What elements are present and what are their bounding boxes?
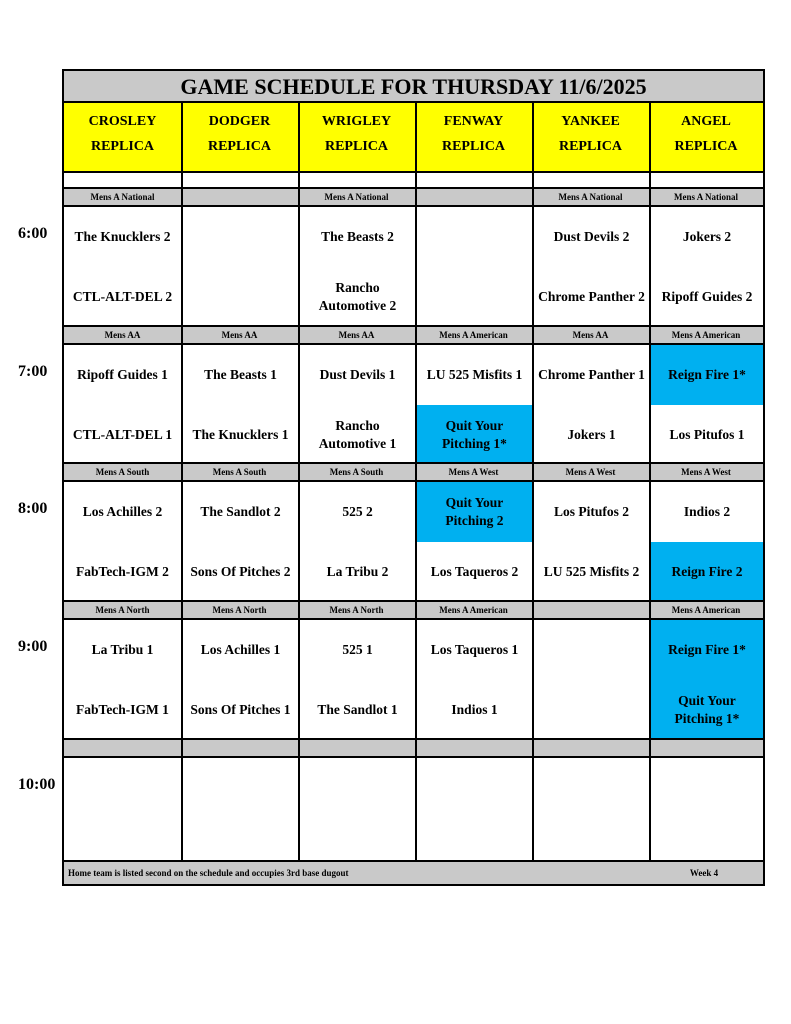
grid-line [64,756,763,758]
game-cell: FabTech-IGM 1 [76,701,169,717]
game-cell: Quit Your Pitching 1* [417,405,532,465]
grid-line [64,187,763,189]
field-header [181,103,298,172]
division-label: Mens A National [90,192,155,202]
field-header [64,103,181,172]
field-header [415,103,532,172]
division-label: Mens AA [221,330,258,340]
footer-note: Home team is listed second on the schedule and occupies 3rd base dugout [68,868,349,878]
division-label: Mens AA [572,330,609,340]
division-label [181,189,298,205]
field-type: REPLICA [324,139,388,154]
grid-line [64,325,763,327]
division-label [415,740,532,756]
grid-line [532,103,534,860]
division-label: Mens A American [439,330,508,340]
division-label [64,740,181,756]
game-cell: Sons Of Pitches 1 [190,701,291,717]
game-cell: Rancho Automotive 1 [318,418,397,451]
division-label [532,740,649,756]
division-label: Mens AA [338,330,375,340]
grid-line [64,600,763,602]
grid-line [64,738,763,740]
field-header [298,103,415,172]
division-label: Mens A South [329,467,384,477]
game-cell [417,207,532,267]
game-cell: Jokers 1 [567,427,616,442]
field-type: REPLICA [90,139,154,154]
division-label: Mens A American [671,330,741,340]
field-name: FENWAY [443,114,504,129]
division-label: Mens A West [448,467,499,477]
game-cell [417,267,532,326]
game-cell [534,620,649,680]
division-label [298,740,415,756]
game-cell: Los Pitufos 1 [669,427,745,442]
game-cell: Dust Devils 1 [319,367,396,382]
grid-line [298,103,300,860]
grid-line [415,103,417,860]
game-cell: Quit Your Pitching 2 [417,482,532,542]
field-name: DODGER [208,114,271,129]
game-cell: Los Pitufos 2 [553,504,629,519]
game-cell: Ripoff Guides 1 [77,367,168,382]
game-cell: Los Achilles 1 [200,642,281,657]
game-cell: 525 2 [342,504,373,519]
game-cell: Reign Fire 1* [651,620,763,680]
grid-line [64,480,763,482]
grid-line [64,171,763,173]
division-label: Mens A American [439,605,508,615]
division-label: Mens A South [95,467,150,477]
division-label: Mens A North [212,605,267,615]
field-type: REPLICA [558,139,622,154]
grid-line [64,343,763,345]
field-name: ANGEL [681,114,731,129]
game-cell: Rancho Automotive 2 [318,279,397,313]
division-label [415,189,532,205]
division-label: Mens A American [671,605,741,615]
grid-line [64,462,763,464]
game-cell: CTL-ALT-DEL 1 [72,427,173,442]
game-cell: Los Taqueros 1 [430,642,519,657]
field-type: REPLICA [441,139,505,154]
division-label: Mens A West [565,467,616,477]
schedule-title: GAME SCHEDULE FOR THURSDAY 11/6/2025 [64,71,763,103]
game-cell: Chrome Panther 2 [538,288,645,304]
game-cell: The Knucklers 1 [192,427,289,442]
field-name: CROSLEY [88,114,157,129]
division-label: Mens A National [673,192,738,202]
game-cell: 525 1 [342,642,373,657]
division-label [181,740,298,756]
game-cell: Los Taqueros 2 [430,564,519,579]
field-header [649,103,763,172]
grid-line [64,618,763,620]
game-cell: LU 525 Misfits 1 [426,367,523,382]
game-cell: La Tribu 1 [91,642,154,657]
grid-line [649,103,651,860]
game-cell: The Knucklers 2 [74,229,171,244]
grid-line [181,103,183,860]
division-label: Mens A North [329,605,384,615]
game-cell: La Tribu 2 [326,564,389,579]
game-cell: Jokers 2 [682,229,732,244]
game-cell: Ripoff Guides 2 [661,288,753,304]
game-cell: The Sandlot 2 [200,504,281,519]
game-cell: Indios 2 [683,504,731,519]
time-label: 8:00 [18,500,48,517]
game-cell: Indios 1 [451,701,498,717]
game-cell: Sons Of Pitches 2 [190,564,291,579]
field-name: WRIGLEY [321,114,392,129]
division-label [532,602,649,618]
week-label: Week 4 [689,868,719,878]
time-label: 9:00 [18,638,48,655]
time-label: 10:00 [18,776,56,793]
field-header [532,103,649,172]
division-label: Mens AA [104,330,141,340]
game-cell: Chrome Panther 1 [538,367,645,382]
division-label: Mens A West [681,467,731,477]
game-cell: Quit Your Pitching 1* [651,680,763,739]
game-cell: The Beasts 1 [204,367,277,382]
time-label: 6:00 [18,225,48,242]
game-cell [534,680,649,739]
game-cell: Reign Fire 2 [651,542,763,602]
game-cell: LU 525 Misfits 2 [543,564,640,579]
game-cell: CTL-ALT-DEL 2 [72,288,173,304]
game-cell: Los Achilles 2 [82,504,163,519]
division-label: Mens A North [95,605,150,615]
game-cell: FabTech-IGM 2 [76,564,169,579]
field-type: REPLICA [207,139,271,154]
game-cell: Reign Fire 1* [651,345,763,405]
game-cell [183,267,298,326]
schedule-table [62,69,765,886]
division-label: Mens A South [212,467,267,477]
game-cell: Dust Devils 2 [553,229,630,244]
game-cell: The Beasts 2 [321,229,394,244]
division-label [649,740,763,756]
field-name: YANKEE [561,114,620,129]
grid-line [64,205,763,207]
division-label: Mens A National [558,192,623,202]
field-type: REPLICA [674,139,738,154]
game-cell: The Sandlot 1 [317,701,398,717]
time-label: 7:00 [18,363,48,380]
footer-bar [64,862,763,884]
game-cell [183,207,298,267]
division-label: Mens A National [324,192,389,202]
